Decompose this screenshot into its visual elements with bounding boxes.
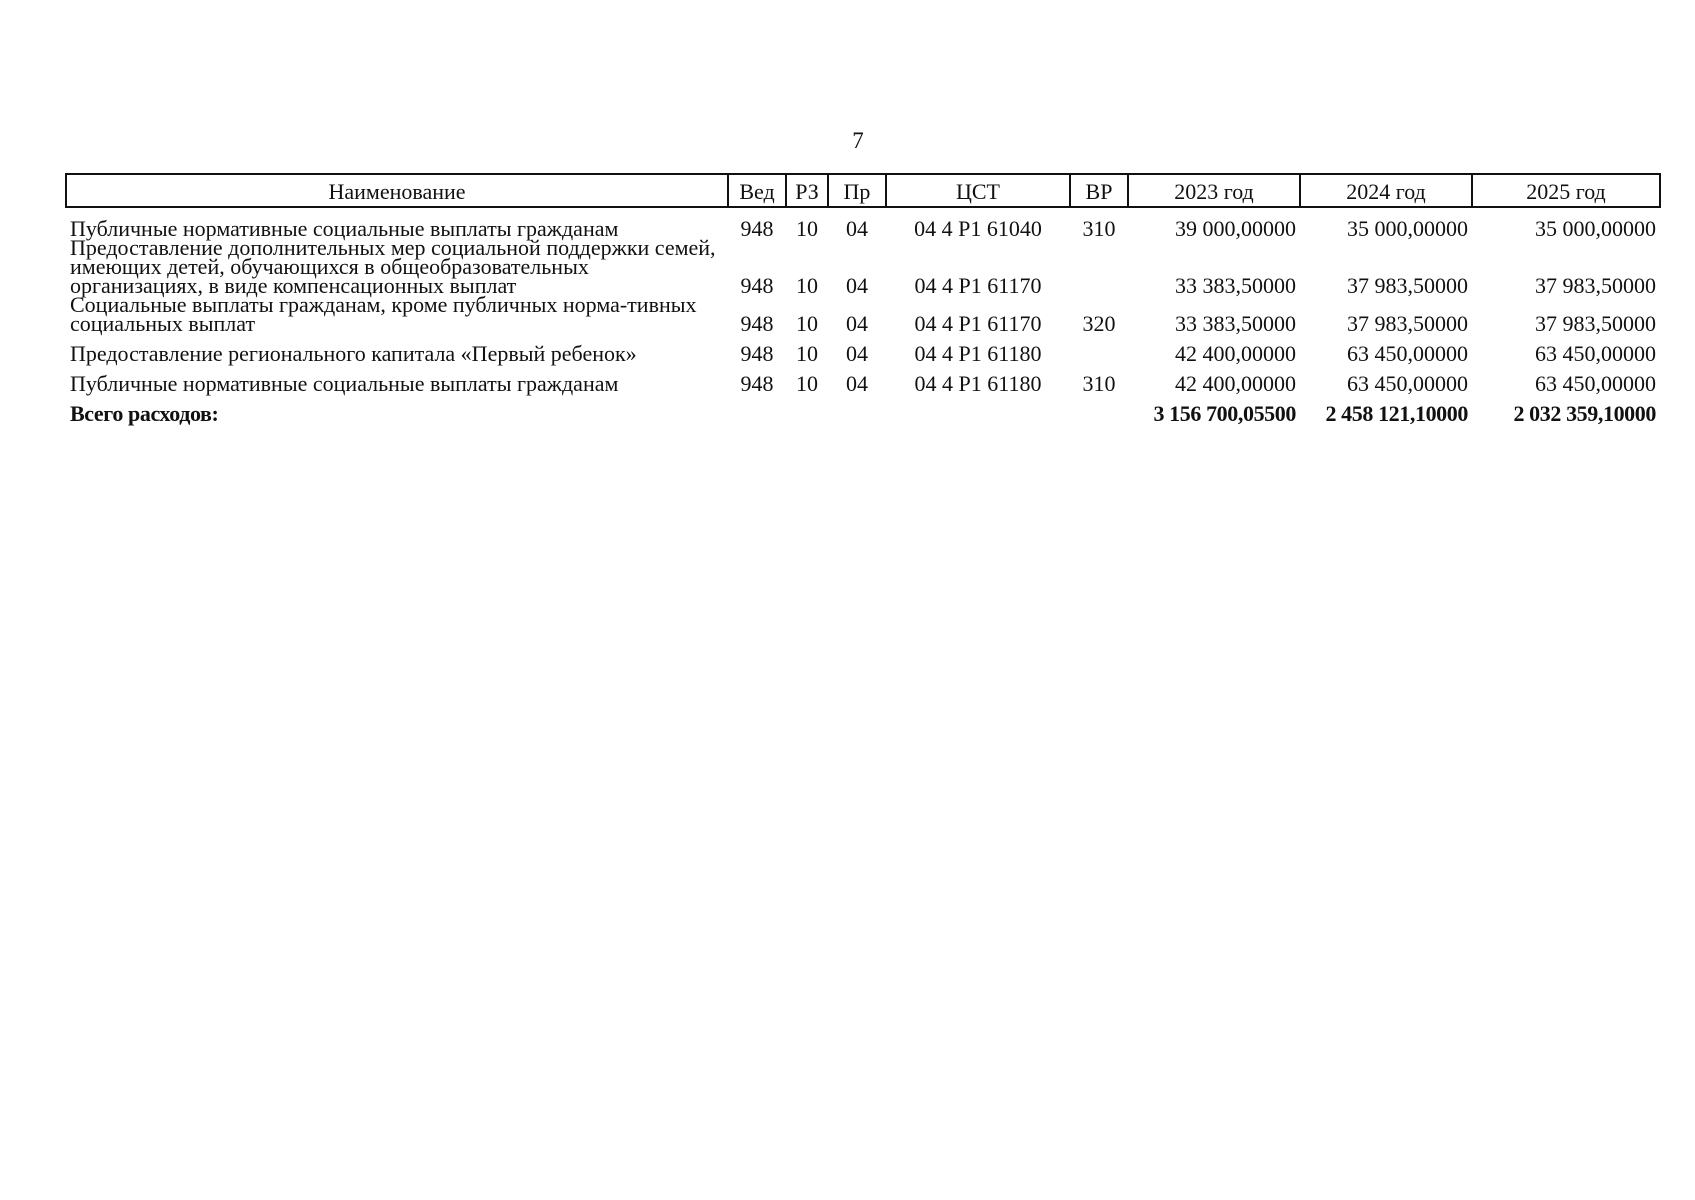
row-rz: 10 (796, 371, 818, 396)
row-name: Публичные нормативные социальные выплаты гражданам (70, 216, 619, 241)
page-number: 7 (852, 128, 864, 153)
row-pr: 04 (846, 216, 868, 241)
row-2024: 37 983,50000 (1347, 273, 1468, 298)
row-cst: 04 4 P1 61170 (914, 273, 1042, 298)
row-2025: 37 983,50000 (1535, 273, 1656, 298)
row-cst: 04 4 P1 61170 (914, 311, 1042, 336)
row-cst: 04 4 P1 61180 (914, 371, 1042, 396)
header-2024: 2024 год (1300, 174, 1472, 207)
row-pr: 04 (846, 371, 868, 396)
row-2024: 63 450,00000 (1347, 341, 1468, 366)
row-2025: 63 450,00000 (1535, 371, 1656, 396)
table-row (66, 333, 1660, 363)
table-header-row (66, 174, 1660, 207)
row-ved: 948 (740, 216, 774, 241)
total-row (66, 393, 1660, 423)
row-pr: 04 (846, 273, 868, 298)
row-2023: 39 000,00000 (1175, 216, 1296, 241)
row-cst: 04 4 P1 61040 (914, 216, 1042, 241)
row-2024: 35 000,00000 (1347, 216, 1468, 241)
total-2023: 3 156 700,05500 (1153, 401, 1296, 426)
budget-table (65, 173, 1661, 426)
row-pr: 04 (846, 341, 868, 366)
table-row (66, 238, 1660, 295)
header-vr: ВР (1070, 174, 1128, 207)
total-2024: 2 458 121,10000 (1325, 401, 1468, 426)
row-pr: 04 (846, 311, 868, 336)
row-name: Предоставление дополнительных мер социальной поддержки семей, имеющих детей, обучающихся в общеобразовательных организациях, в виде компенсационных выплат (70, 235, 716, 298)
row-vr: 320 (1082, 311, 1116, 336)
row-vr: 310 (1082, 216, 1116, 241)
row-rz: 10 (796, 216, 818, 241)
row-rz: 10 (796, 311, 818, 336)
table-row (66, 207, 1660, 238)
row-2025: 35 000,00000 (1535, 216, 1656, 241)
header-cst: ЦСТ (886, 174, 1070, 207)
header-ved: Вед (728, 174, 786, 207)
row-2024: 63 450,00000 (1347, 371, 1468, 396)
row-name: Публичные нормативные социальные выплаты гражданам (70, 371, 619, 396)
row-2023: 42 400,00000 (1175, 341, 1296, 366)
row-ved: 948 (740, 371, 774, 396)
row-ved: 948 (740, 341, 774, 366)
row-cst: 04 4 P1 61180 (914, 341, 1042, 366)
row-vr (1070, 238, 1128, 295)
row-name: Предоставление регионального капитала «Первый ребенок» (70, 341, 637, 366)
table-row (66, 295, 1660, 333)
row-rz: 10 (796, 341, 818, 366)
total-label: Всего расходов: (70, 401, 219, 426)
row-2023: 42 400,00000 (1175, 371, 1296, 396)
total-2025: 2 032 359,10000 (1513, 401, 1656, 426)
table-row (66, 363, 1660, 393)
row-2023: 33 383,50000 (1175, 273, 1296, 298)
row-rz: 10 (796, 273, 818, 298)
row-ved: 948 (740, 311, 774, 336)
row-2024: 37 983,50000 (1347, 311, 1468, 336)
header-2023: 2023 год (1128, 174, 1300, 207)
row-2023: 33 383,50000 (1175, 311, 1296, 336)
header-rz: РЗ (786, 174, 828, 207)
header-2025: 2025 год (1472, 174, 1660, 207)
header-pr: Пр (828, 174, 886, 207)
row-2025: 37 983,50000 (1535, 311, 1656, 336)
row-2025: 63 450,00000 (1535, 341, 1656, 366)
row-name: Социальные выплаты гражданам, кроме публичных норма-тивных социальных выплат (70, 292, 697, 336)
row-vr (1070, 333, 1128, 363)
header-name: Наименование (66, 174, 728, 207)
row-ved: 948 (740, 273, 774, 298)
row-vr: 310 (1082, 371, 1116, 396)
